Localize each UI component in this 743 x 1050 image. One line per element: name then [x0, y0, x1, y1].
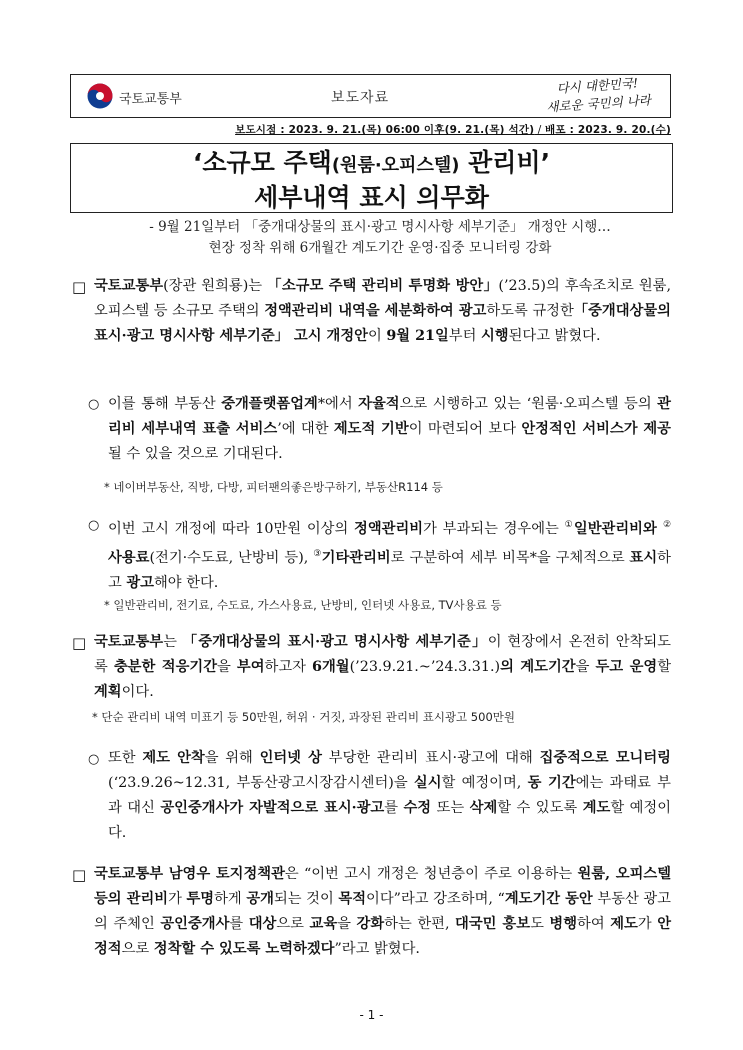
text: 가 부과되는 경우에는 — [423, 520, 565, 537]
headline-line-2: 세부내역 표시 의무화 — [254, 183, 489, 212]
paragraph-2 — [108, 392, 671, 467]
slogan-line-1: 다시 대한민국! — [556, 75, 639, 96]
text: 두고 운영 — [595, 659, 658, 675]
text: ”라고 밝혔다. — [334, 941, 420, 957]
text: 이 현장에서 온전히 안착되도록 — [94, 634, 671, 675]
circle-bullet: ○ — [88, 397, 100, 412]
text: 공인중개사가 자발적으로 표시·광고 — [160, 800, 385, 816]
text: 안정적 — [94, 916, 672, 957]
text: 관리비 세부내역 표출 서비스 — [108, 396, 671, 437]
text: 하도록 규정한 — [486, 303, 574, 319]
text: 하여 — [577, 916, 611, 932]
text: 를 — [229, 916, 249, 932]
text: 하는 한편, — [384, 916, 456, 932]
text: 정착할 수 있도록 노력하겠다 — [153, 941, 335, 957]
text: 자율적 — [358, 396, 400, 412]
text: 해야 한다. — [153, 574, 219, 591]
text: 삭제 — [469, 800, 498, 816]
text: 강화 — [356, 916, 385, 932]
text: 가 — [168, 891, 187, 907]
text: 기타관리비 — [321, 549, 391, 566]
text: 동 기간 — [527, 775, 576, 791]
text: 하고자 — [264, 659, 313, 675]
text: 충분한 적응기간 — [113, 659, 218, 675]
text: 는 — [163, 634, 183, 650]
title-box — [70, 143, 673, 213]
text: 실시 — [413, 775, 442, 791]
text: (’23.5)의 후속조치로 원룸, 오피스텔 등 소규모 주택의 — [94, 278, 672, 319]
text: 을 — [575, 659, 596, 675]
text: 부당한 관리비 표시·광고에 대해 — [321, 750, 540, 766]
text: 집중적으로 모니터링 — [539, 750, 671, 766]
text: 될 수 있을 것으로 기대된다. — [108, 446, 283, 462]
text: 으로 — [276, 916, 310, 932]
distribution-date: 배포 : 2023. 9. 20.(수) — [545, 124, 671, 136]
text: 할 수 있도록 — [497, 800, 583, 816]
circled-number: ③ — [313, 548, 322, 559]
text: 되는 것이 — [273, 891, 339, 907]
text: 중개플랫폼업계 — [221, 396, 318, 412]
text: 이 마련되어 보다 — [408, 421, 522, 437]
text: 정액관리비 내역을 세분화하여 광고 — [264, 303, 487, 319]
text: 도 — [530, 916, 550, 932]
text: (‘23.9.26~12.31, 부동산광고시장감시센터)을 — [108, 775, 414, 791]
text: 대상 — [248, 916, 277, 932]
text: 로 구분하여 세부 비목*을 구체적으로 — [390, 549, 630, 566]
text: 표시 — [629, 549, 658, 566]
text: 일반관리비와 — [573, 520, 663, 537]
text: 부여 — [236, 659, 265, 675]
subtitle-line-2: 현장 정착 위해 6개월간 계도기간 운영·집중 모니터링 강화 — [208, 240, 552, 256]
text: 된다고 밝혔다. — [508, 328, 601, 344]
text: 또는 — [431, 800, 470, 816]
text: 을 — [337, 916, 357, 932]
circle-bullet: ○ — [88, 518, 100, 533]
text: 국토교통부 — [94, 278, 164, 294]
paragraph-3 — [108, 513, 671, 596]
circled-number: ② — [662, 520, 672, 530]
text: 대국민 홍보 — [455, 916, 531, 932]
text: 제도 안착 — [142, 750, 205, 766]
text: 국토교통부 남영우 토지정책관 — [94, 866, 285, 882]
text: 정액관리비 — [354, 520, 424, 537]
page-number: - 1 - — [359, 1008, 384, 1022]
text: 이번 고시 개정에 따라 10만원 이상의 — [108, 520, 355, 537]
text: 이다. — [121, 684, 154, 700]
circle-bullet: ○ — [88, 752, 100, 767]
text: 제도 — [610, 916, 638, 932]
text: 계도 — [582, 800, 611, 816]
text: 에는 과태료 부과 대신 — [108, 775, 671, 816]
text: 할 예정이며, — [441, 775, 528, 791]
text: 「중개대상물의 표시·광고 명시사항 세부기준」 고시 개정안 — [94, 303, 671, 344]
text: *에서 — [317, 396, 359, 412]
text: 할 예정이다. — [108, 800, 672, 841]
headline-part: 관리비’ — [459, 148, 551, 177]
footnote-cost-items: * 일반관리비, 전기료, 수도료, 가스사용료, 난방비, 인터넷 사용료, TV사용료 등 — [104, 598, 502, 612]
text: 이 — [367, 328, 387, 344]
text: 할 — [657, 659, 672, 675]
text: 목적 — [338, 891, 367, 907]
text: 시행 — [480, 328, 509, 344]
circled-number: ① — [564, 520, 574, 530]
text: 이를 통해 부동산 — [108, 396, 222, 412]
text: 공인중개사 — [160, 916, 230, 932]
text: 투명 — [186, 891, 215, 907]
text: 부터 — [448, 328, 481, 344]
text: 의 계도기간 — [500, 659, 576, 675]
text: 계도기간 동안 — [504, 891, 593, 907]
release-meta — [235, 122, 671, 137]
headline-part-small: (원룸·오피스텔) — [331, 155, 460, 176]
text: (’23.9.21.~’24.3.31.) — [349, 659, 501, 675]
text: ’에 대한 — [277, 421, 334, 437]
headline-line-1 — [71, 147, 672, 182]
text: 계획 — [94, 684, 122, 700]
text: 교육 — [309, 916, 338, 932]
subtitle-line-1: - 9월 21일부터 「중개대상물의 표시·광고 명시사항 세부기준」 개정안 시행… — [149, 219, 611, 235]
text: 인터넷 상 — [259, 750, 322, 766]
square-bullet: □ — [72, 634, 87, 652]
paragraph-5 — [108, 746, 671, 846]
slogan-signature — [533, 73, 663, 118]
square-bullet: □ — [72, 866, 87, 884]
ministry-name: 국토교통부 — [119, 92, 182, 107]
text: 이다”라고 강조하며, “ — [366, 891, 505, 907]
text: 또한 — [108, 750, 143, 766]
text: 은 “이번 고시 개정은 청년층이 주로 이용하는 — [284, 866, 578, 882]
text: 안정적인 서비스가 제공 — [521, 421, 671, 437]
headline-part: ‘소규모 주택 — [192, 148, 332, 177]
text: 국토교통부 — [94, 634, 164, 650]
text: 수정 — [403, 800, 432, 816]
press-release-label: 보도자료 — [331, 90, 390, 106]
square-bullet: □ — [72, 278, 87, 296]
footnote-platforms: * 네이버부동산, 직방, 다방, 피터팬의좋은방구하기, 부동산R114 등 — [104, 480, 443, 494]
text: 으로 — [121, 941, 154, 957]
paragraph-6 — [94, 862, 671, 962]
text: (전기·수도료, 난방비 등), — [149, 549, 314, 566]
text: 6개월 — [312, 659, 350, 675]
text: 「소규모 주택 관리비 투명화 방안」 — [267, 278, 499, 294]
text: 광고 — [126, 574, 154, 591]
text: (장관 원희룡)는 — [163, 278, 268, 294]
text: 「중개대상물의 표시·광고 명시사항 세부기준」 — [182, 634, 488, 650]
slogan-line-2: 새로운 국민의 나라 — [545, 92, 652, 115]
text: 하게 — [214, 891, 247, 907]
text: 부동산 광고의 주체인 — [94, 891, 671, 932]
meta-separator: / — [534, 124, 546, 136]
footnote-fines: * 단순 관리비 내역 미표기 등 50만원, 허위 · 거짓, 과장된 관리비 표시광고 500만원 — [92, 710, 515, 724]
paragraph-4 — [94, 630, 671, 705]
text: 를 — [384, 800, 404, 816]
text: 제도적 기반 — [333, 421, 409, 437]
header-box — [70, 74, 671, 118]
paragraph-1 — [94, 274, 671, 349]
text: 으로 시행하고 있는 ‘원룸·오피스텔 등의 — [399, 396, 658, 412]
text: 9월 21일 — [386, 328, 449, 344]
release-time: 보도시점 : 2023. 9. 21.(목) 06:00 이후(9. 21.(목) 석간) — [235, 124, 535, 136]
text: 가 — [637, 916, 658, 932]
text: 공개 — [246, 891, 274, 907]
text: 을 — [217, 659, 237, 675]
text: 하고 — [108, 549, 671, 591]
ministry-logo-icon — [87, 83, 113, 109]
text: 원룸, 오피스텔 등의 관리비 — [94, 866, 671, 907]
text: 을 위해 — [204, 750, 260, 766]
text: 사용료 — [108, 549, 150, 566]
text: 병행 — [549, 916, 578, 932]
